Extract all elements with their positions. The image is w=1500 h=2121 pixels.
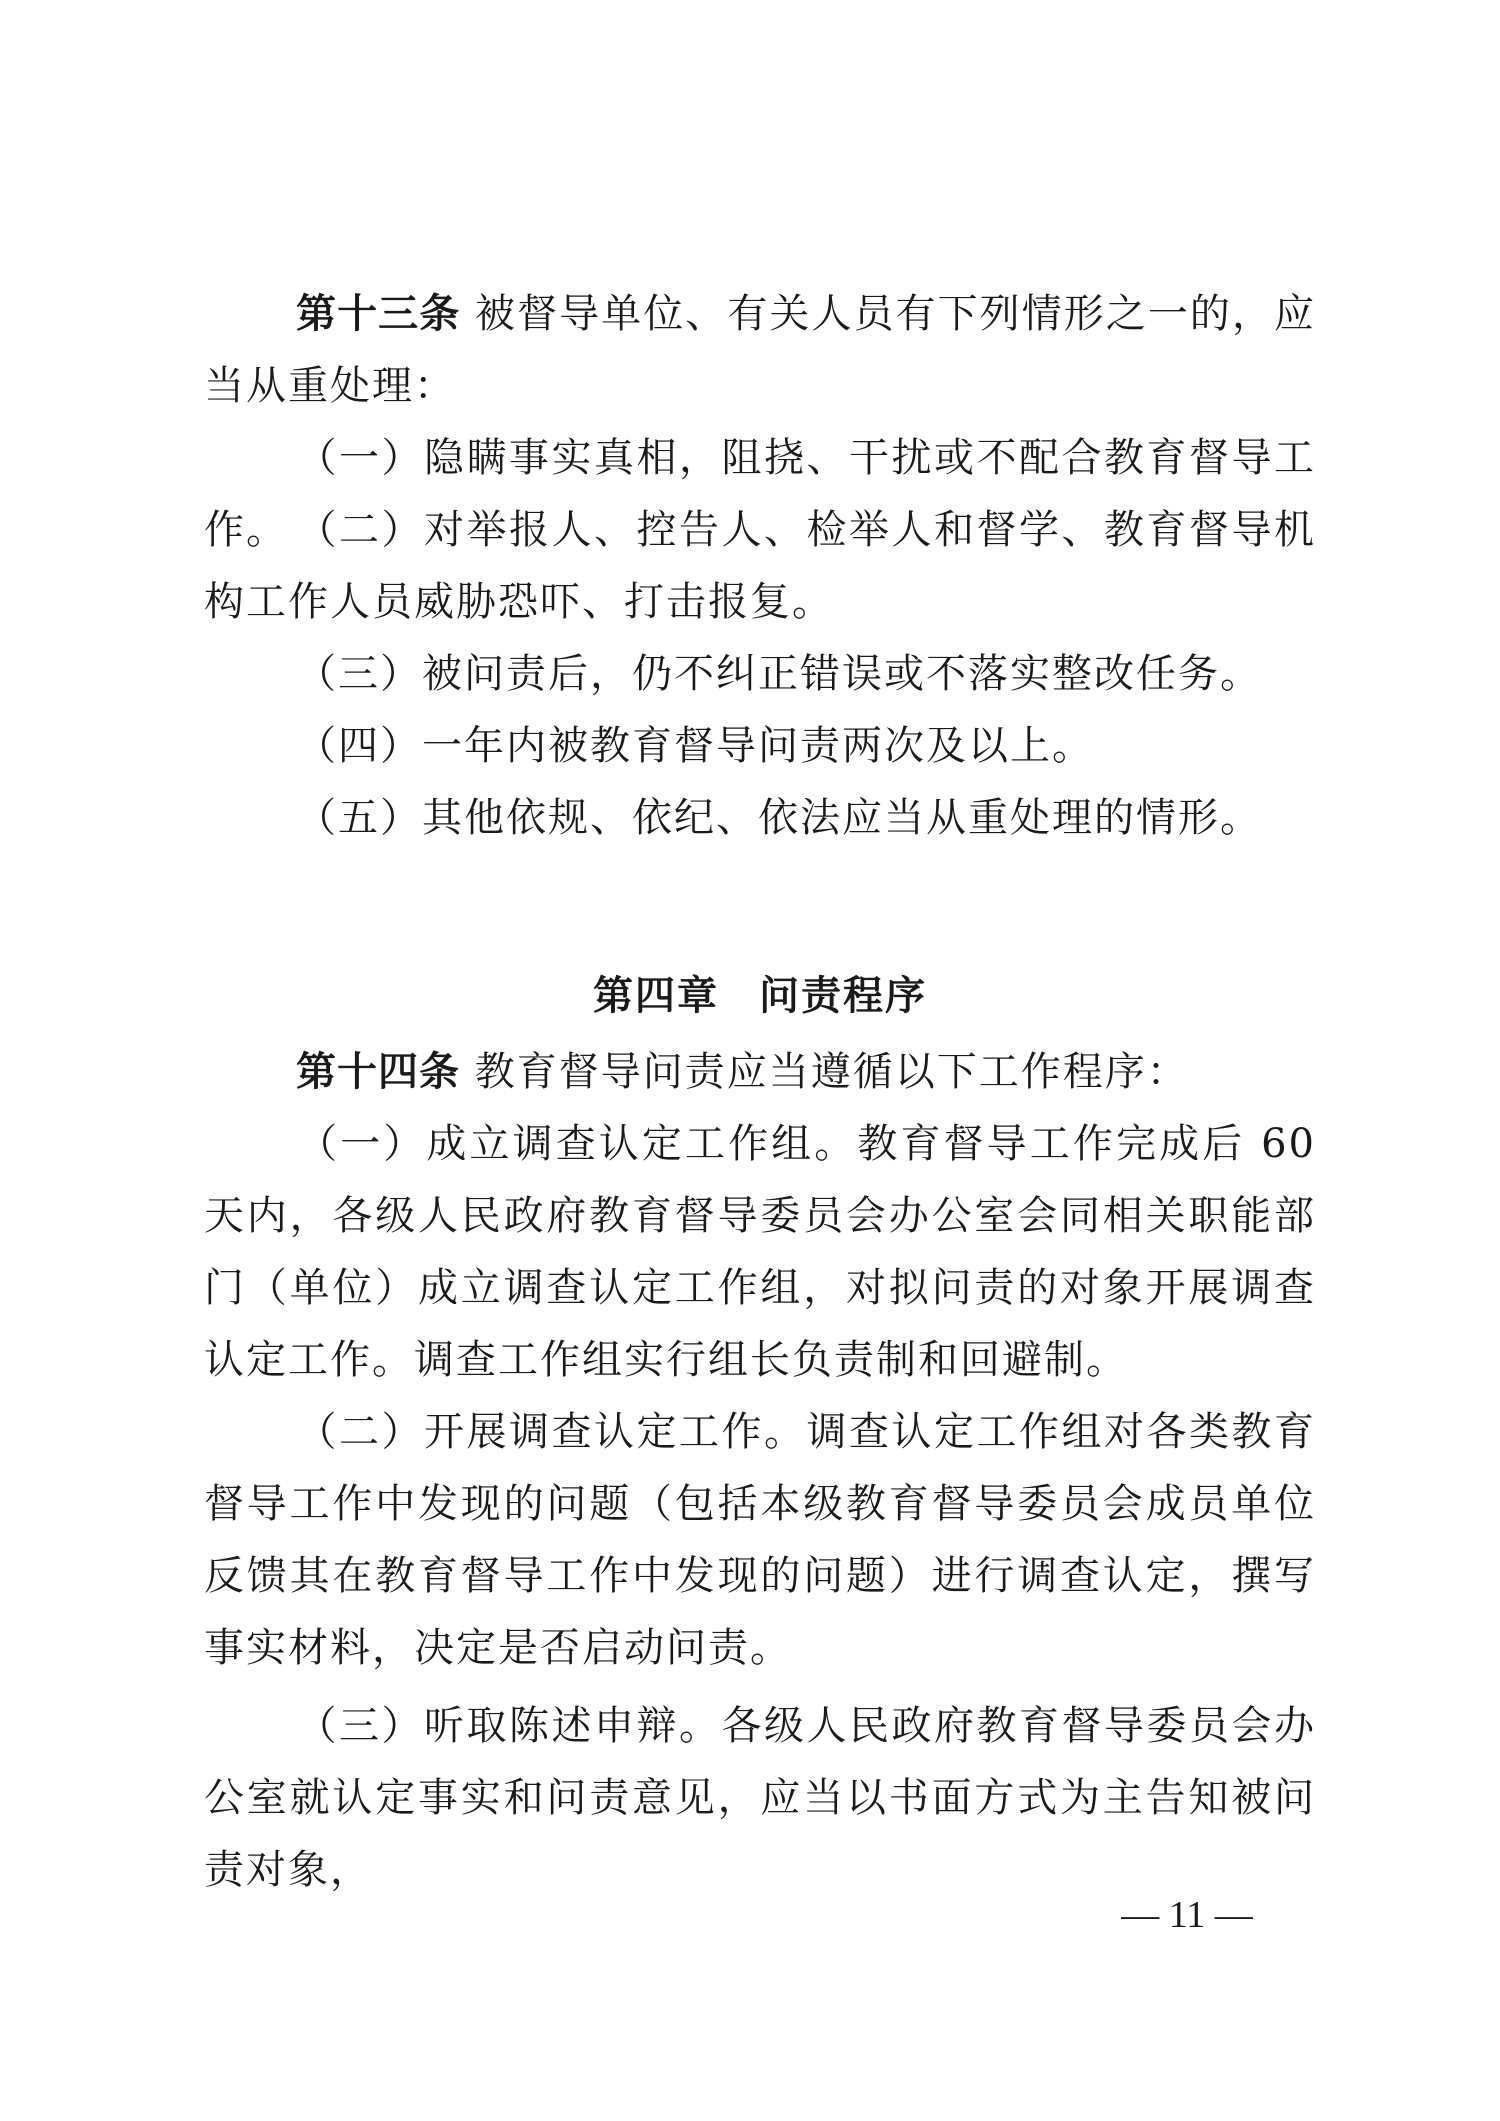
article-14-item-3: （三）听取陈述申辩。各级人民政府教育督导委员会办公室就认定事实和问责意见，应当以书面方式为主告知被问责对象， <box>204 1703 1316 1893</box>
article-14-number: 第十四条 <box>296 1049 460 1095</box>
article-13-item-2: （二）对举报人、控告人、检举人和督学、教育督导机构工作人员威胁恐吓、打击报复。 <box>204 507 1316 625</box>
page-number: — 11 — <box>1121 1894 1253 1936</box>
article-14-text: 教育督导问责应当遵循以下工作程序： <box>474 1049 1189 1095</box>
article-13-number: 第十三条 <box>296 291 461 337</box>
article-14-item-1: （一）成立调查认定工作组。教育督导工作完成后 60 天内，各级人民政府教育督导委员会办公室会同相关职能部门（单位）成立调查认定工作组，对拟问责的对象开展调查认定工作。调查工作组实行组长负责制和回避制。 <box>204 1121 1316 1383</box>
chapter-number: 第四章 <box>593 973 719 1019</box>
article-13-item-5: （五）其他依规、依纪、依法应当从重处理的情形。 <box>296 795 1262 841</box>
article-13-item-3: （三）被问责后，仍不纠正错误或不落实整改任务。 <box>296 651 1262 697</box>
article-14-intro <box>204 1036 1316 1108</box>
article-14-item-2: （二）开展调查认定工作。调查认定工作组对各类教育督导工作中发现的问题（包括本级教育督导委员会成员单位反馈其在教育督导工作中发现的问题）进行调查认定，撰写事实材料，决定是否启动问责。 <box>204 1409 1316 1671</box>
article-13-intro <box>204 278 1316 422</box>
chapter-title <box>204 960 1316 1032</box>
article-13-item-1: （一）隐瞒事实真相，阻挠、干扰或不配合教育督导工作。 <box>204 435 1316 553</box>
document-page <box>204 0 1316 2121</box>
article-13-item-4: （四）一年内被教育督导问责两次及以上。 <box>296 723 1094 769</box>
chapter-name: 问责程序 <box>759 973 927 1019</box>
article-13-text: 被督导单位、有关人员有下列情形之一的，应当从重处理： <box>204 291 1317 409</box>
